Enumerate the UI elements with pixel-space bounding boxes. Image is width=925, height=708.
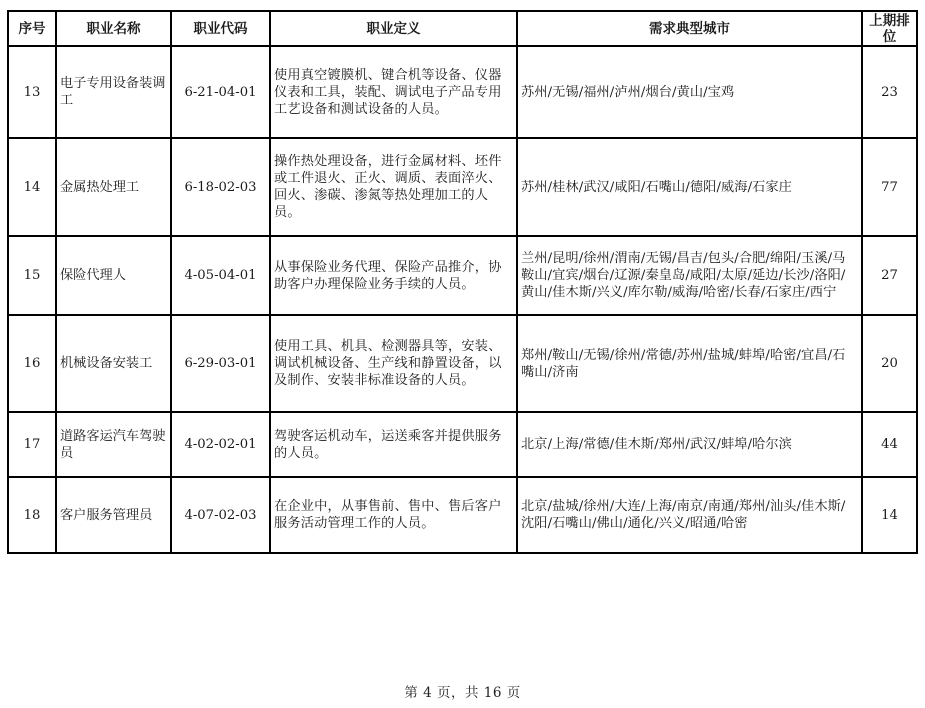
header-num: 序号 [8,11,56,46]
header-code: 职业代码 [171,11,270,46]
table-header-row [8,11,917,46]
cell-name: 保险代理人 [56,236,171,315]
cell-cities: 北京/盐城/徐州/大连/上海/南京/南通/郑州/汕头/佳木斯/沈阳/石嘴山/佛山/通化/兴义/昭通/哈密 [517,477,862,553]
cell-code: 4-05-04-01 [171,236,270,315]
cell-definition: 操作热处理设备，进行金属材料、坯件或工件退火、正火、调质、表面淬火、回火、渗碳、渗氮等热处理加工的人员。 [270,138,517,236]
cell-code: 6-29-03-01 [171,315,270,412]
cell-num: 16 [8,315,56,412]
cell-name: 客户服务管理员 [56,477,171,553]
cell-definition: 使用真空镀膜机、键合机等设备、仪器仪表和工具，装配、调试电子产品专用工艺设备和测试设备的人员。 [270,46,517,138]
header-prev-rank: 上期排位 [862,11,917,46]
cell-prev-rank: 27 [862,236,917,315]
cell-num: 17 [8,412,56,477]
cell-cities: 兰州/昆明/徐州/渭南/无锡/昌吉/包头/合肥/绵阳/玉溪/马鞍山/宜宾/烟台/辽源/秦皇岛/咸阳/太原/延边/长沙/洛阳/黄山/佳木斯/兴义/库尔勒/威海/哈密/长春/石家庄/西宁 [517,236,862,315]
cell-cities: 苏州/桂林/武汉/咸阳/石嘴山/德阳/威海/石家庄 [517,138,862,236]
table-row [8,412,917,477]
occupation-table [7,10,918,554]
table-row [8,46,917,138]
cell-prev-rank: 20 [862,315,917,412]
cell-num: 15 [8,236,56,315]
cell-cities: 郑州/鞍山/无锡/徐州/常德/苏州/盐城/蚌埠/哈密/宜昌/石嘴山/济南 [517,315,862,412]
cell-num: 14 [8,138,56,236]
cell-prev-rank: 14 [862,477,917,553]
cell-prev-rank: 77 [862,138,917,236]
cell-name: 机械设备安装工 [56,315,171,412]
header-name: 职业名称 [56,11,171,46]
table-row [8,138,917,236]
cell-name: 道路客运汽车驾驶员 [56,412,171,477]
table-row [8,236,917,315]
cell-name: 电子专用设备装调工 [56,46,171,138]
header-definition: 职业定义 [270,11,517,46]
cell-cities: 北京/上海/常德/佳木斯/郑州/武汉/蚌埠/哈尔滨 [517,412,862,477]
page-footer: 第 4 页，共 16 页 [404,685,521,701]
cell-name: 金属热处理工 [56,138,171,236]
cell-cities: 苏州/无锡/福州/泸州/烟台/黄山/宝鸡 [517,46,862,138]
table-row [8,315,917,412]
header-cities: 需求典型城市 [517,11,862,46]
cell-definition: 使用工具、机具、检测器具等，安装、调试机械设备、生产线和静置设备，以及制作、安装非标准设备的人员。 [270,315,517,412]
cell-prev-rank: 23 [862,46,917,138]
cell-definition: 在企业中，从事售前、售中、售后客户服务活动管理工作的人员。 [270,477,517,553]
cell-code: 4-07-02-03 [171,477,270,553]
cell-num: 13 [8,46,56,138]
cell-code: 4-02-02-01 [171,412,270,477]
cell-prev-rank: 44 [862,412,917,477]
cell-num: 18 [8,477,56,553]
cell-code: 6-21-04-01 [171,46,270,138]
cell-definition: 从事保险业务代理、保险产品推介，协助客户办理保险业务手续的人员。 [270,236,517,315]
table-row [8,477,917,553]
cell-code: 6-18-02-03 [171,138,270,236]
cell-definition: 驾驶客运机动车，运送乘客并提供服务的人员。 [270,412,517,477]
